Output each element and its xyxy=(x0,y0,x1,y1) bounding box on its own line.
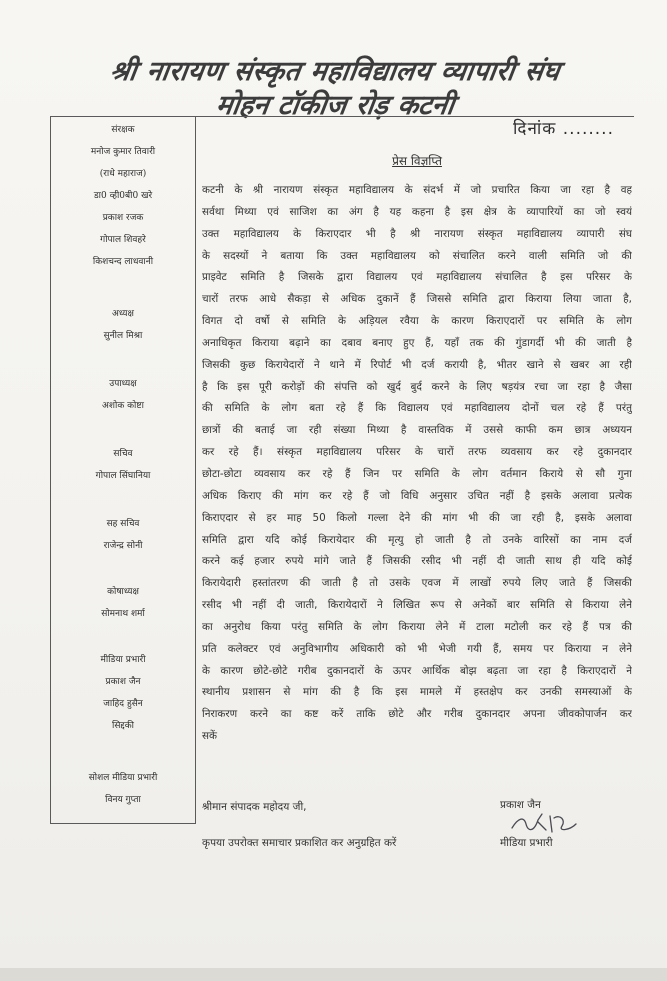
publish-request: कृपया उपरोक्त समाचार प्रकाशित कर अनुग्रहित करें xyxy=(202,837,397,849)
body-text-line: है कि इस पूरी करोड़ों की संपत्ति को खुर्द बुर्द करने के लिए षड़यंत्र रचा जा रहा है जैसा xyxy=(202,380,632,393)
sidebar-role: संरक्षक xyxy=(111,125,135,135)
sidebar-name: जाहिद हुसैन xyxy=(103,699,143,709)
sidebar-name: सिद्दकी xyxy=(111,721,134,731)
body-text-line: का अनुरोध किया परंतु समिति के लोग किराया लेने में टाला मटोली कर रहे हैं पत्र की xyxy=(202,620,632,633)
sidebar-group-media-incharge xyxy=(51,649,195,737)
body-text-line: किरायेदारी हस्तांतरण की जाती है तो उसके एवज में लाखों रुपये लिए जाते हैं जिसकी xyxy=(202,577,632,590)
sidebar-role: अध्यक्ष xyxy=(112,309,134,319)
body-text-line: प्रति कलेक्टर एवं अनुविभागीय अधिकारी को भी भेजी गयी हैं, समय पर किराया न लेने xyxy=(202,642,632,655)
body-text-line: अनाधिकृत किराया बढ़ाने का दबाव बनाए हुए हैं, यहाँ तक की गुंडागर्दी भी की जाती है xyxy=(202,336,632,349)
sidebar-name: विनय गुप्ता xyxy=(105,795,141,805)
organization-name: श्री नारायण संस्कृत महाविद्यालय व्यापारी संघ xyxy=(108,56,563,87)
body-text-line: प्राइवेट समिति है जिसके द्वारा विद्यालय एवं महाविद्यालय संचालित है इस परिसर के xyxy=(202,271,632,284)
body-text-line: विगत दो वर्षो से समिति के अड़ियल रवैया के कारण किराएदारों पर समिति के लोग xyxy=(202,315,632,328)
body-text-line: उक्त महाविद्यालय के किराएदार भी है श्री नारायण संस्कृत महाविद्यालय व्यापारी संघ xyxy=(202,227,632,240)
body-text-line: अधिक किराए की मांग कर रहे हैं जो विधि अनुसार उचित नहीं है इसके अलावा प्रत्येक xyxy=(202,489,632,502)
body-text-line: रसीद भी नहीं दी जाती, किरायेदारों ने लिखित रूप से अनेकों बार समिति से किराया लेने xyxy=(202,599,632,612)
press-release-body xyxy=(202,116,632,849)
body-text-line: स्थानीय प्रशासन से मांग की है कि इस मामले में हस्तक्षेप कर उनकी समस्याओं के xyxy=(202,686,632,699)
sidebar-group-president xyxy=(51,303,195,347)
sidebar-group-social-media xyxy=(51,767,195,811)
sidebar-name: गोपाल शिवहरे xyxy=(100,235,146,245)
sidebar-role: उपाध्यक्ष xyxy=(109,379,137,389)
body-text-line: के सदस्यों ने बताया कि उक्त महाविद्यालय को संचालित करने वाली समिति जो की xyxy=(202,249,632,262)
sidebar-name: प्रकाश रजक xyxy=(102,213,144,223)
sidebar-name: सुनील मिश्रा xyxy=(103,331,143,341)
sidebar-name: गोपाल सिंघानिया xyxy=(95,471,151,481)
press-release-title: प्रेस विज्ञप्ति xyxy=(392,154,442,168)
sidebar-role: सोशल मीडिया प्रभारी xyxy=(88,773,158,783)
body-text-line: चारों तरफ आधे सैकड़ा से अधिक दुकानें हैं जिससे समिति द्वारा किराया लिया जाता है, xyxy=(202,293,632,306)
sidebar-name: प्रकाश जैन xyxy=(105,677,141,687)
body-text-line: की समिति के लोग बता रहे हैं कि विद्यालय एवं महाविद्यालय दोनों चल रहे हैं परंतु xyxy=(202,402,632,415)
body-text-line: छात्रों की बताई जा रही संख्या मिथ्या है वास्तविक में उससे काफी कम छात्र अध्ययन xyxy=(202,424,632,437)
sidebar-group-treasurer xyxy=(51,581,195,625)
editor-salutation: श्रीमान संपादक महोदय जी, xyxy=(202,801,307,813)
signatory-name: प्रकाश जैन xyxy=(500,799,541,811)
press-release-text xyxy=(202,180,632,748)
organization-address: मोहन टॉकीज रोड़ कटनी xyxy=(213,90,457,121)
body-text-line: निराकरण करने का कष्ट करें ताकि छोटे और गरीब दुकानदार अपना जीवकोपार्जन कर xyxy=(202,708,632,721)
letterhead-header xyxy=(20,56,650,122)
sidebar-name: डा0 व्ही0बी0 खरे xyxy=(93,191,153,201)
body-text-line: सकें xyxy=(202,730,218,743)
signatory-role: मीडिया प्रभारी xyxy=(500,837,553,849)
sidebar-group-secretary xyxy=(51,443,195,487)
sidebar-role: सचिव xyxy=(113,449,133,459)
sidebar-name: मनोज कुमार तिवारी xyxy=(90,147,156,157)
body-text-line: कर रहे हैं। संस्कृत महाविद्यालय परिसर के चारों तरफ व्यवसाय कर रहे दुकानदार xyxy=(202,446,632,459)
body-text-line: करने कई हजार रुपये मांगे जाते हैं जिसकी रसीद भी नहीं दी जाती साथ ही यदि कोई xyxy=(202,555,632,568)
sidebar-name: (राधे महाराज) xyxy=(99,169,147,179)
body-text-line: छोटा-छोटा व्यवसाय कर रहे हैं जिन पर समिति के लोग वर्तमान किराये से सौ गुना xyxy=(202,467,632,480)
page-edge xyxy=(0,968,667,981)
body-text-line: सर्वथा मिथ्या एवं साजिश का अंग है यह कहना है इस क्षेत्र के व्यापारियों का जो स्वयं xyxy=(202,205,632,218)
handwritten-signature xyxy=(508,810,580,836)
sidebar-role: सह सचिव xyxy=(106,519,140,529)
sidebar-group-joint-secretary xyxy=(51,513,195,557)
date-label: दिनांक ........ xyxy=(513,119,614,139)
sidebar-role: मीडिया प्रभारी xyxy=(100,655,146,665)
body-text-line: जिसकी कुछ किरायेदारों ने थाने में रिपोर्ट भी दर्ज करायी है, भीतर खाने से खबर आ रही xyxy=(202,358,632,371)
sidebar-name: किशचन्द लाधवानी xyxy=(92,257,154,267)
body-text-line: किराएदार से हर माह 50 किलो गल्ला देने की मांग भी की जा रही है, इसके अलावा xyxy=(202,511,632,524)
body-text-line: कटनी के श्री नारायण संस्कृत महाविद्यालय के संदर्भ में जो प्रचारित किया जा रहा है वह xyxy=(202,184,632,196)
sidebar-group-vice-president xyxy=(51,373,195,417)
sidebar-name: सोमनाथ शर्मा xyxy=(101,609,145,619)
sidebar-name: अशोक कोष्टा xyxy=(102,401,144,411)
body-text-line: के कारण छोटे-छोटे गरीब दुकानदारों के ऊपर आर्थिक बोझ बढ़ता जा रहा है किराएदारों ने xyxy=(202,664,632,677)
office-bearers-sidebar xyxy=(50,116,196,824)
sidebar-role: कोषाध्यक्ष xyxy=(107,587,139,597)
sidebar-group-patrons xyxy=(51,119,195,273)
body-text-line: समिति द्वारा यदि कोई किरायेदार की मृत्यु हो जाती है तो उनके वारिसों का नाम दर्ज xyxy=(202,533,632,546)
sidebar-name: राजेन्द्र सोनी xyxy=(103,541,143,551)
